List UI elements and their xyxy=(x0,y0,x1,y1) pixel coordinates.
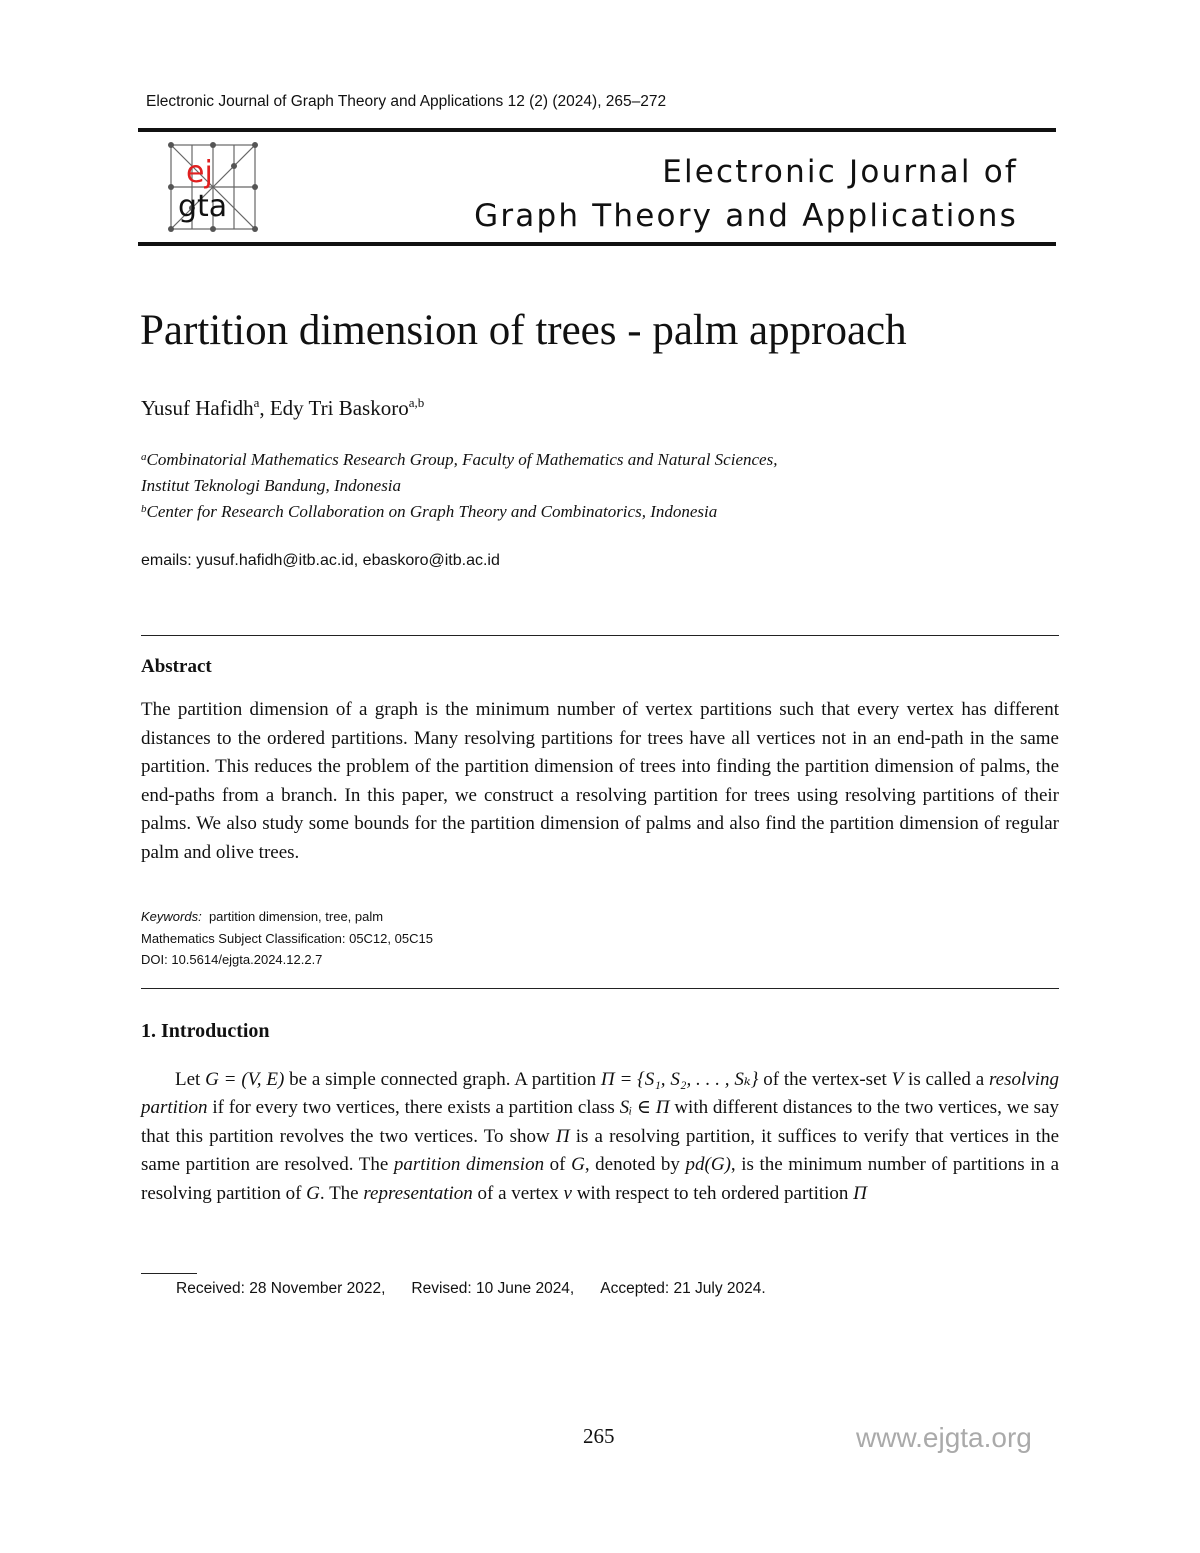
revised-date: Revised: 10 June 2024, xyxy=(411,1280,575,1297)
keywords-label: Keywords: xyxy=(141,909,202,924)
abstract-heading: Abstract xyxy=(141,656,212,677)
msc-line: Mathematics Subject Classification: 05C12, 05C15 xyxy=(141,931,433,946)
author-name: Yusuf Hafidh xyxy=(141,396,254,420)
keywords-value: partition dimension, tree, palm xyxy=(208,909,384,924)
affiliation-mark: a xyxy=(141,451,147,463)
header-top-rule xyxy=(138,128,1056,132)
affiliation-a: $^a$Combinatorial Mathematics Research Group, Faculty of Mathematics and Natural Sciences, xyxy=(141,450,778,469)
journal-name-line1: Electronic Journal of xyxy=(662,154,1018,190)
received-date: Received: 28 November 2022, xyxy=(176,1280,386,1297)
affiliation-b: $^b$Center for Research Collaboration on Graph Theory and Combinatorics, Indonesia xyxy=(141,502,718,521)
section-heading: 1. Introduction xyxy=(141,1020,270,1042)
affiliation-mark: b xyxy=(141,503,147,515)
running-header: Electronic Journal of Graph Theory and Applications 12 (2) (2024), 265–272 xyxy=(146,93,667,110)
paper-title: Partition dimension of trees - palm approach xyxy=(140,307,907,354)
author-name: Edy Tri Baskoro xyxy=(269,396,409,420)
journal-name-line2: Graph Theory and Applications xyxy=(474,198,1018,234)
affiliation-mark: a,b xyxy=(408,395,425,410)
author-separator: , xyxy=(259,396,270,420)
introduction-paragraph: Let G = (V, E) be a simple connected graph. A partition Π = {S₁, S₂, . . . , Sₖ} of the vertex-set V is called a resolving partition if for every two vertices, there exists a partition class Sᵢ ∈ Π with different distances to the two vertices, we say that this partition revolves the two vertices. To show Π is a resolving partition, it suffices to verify that vertices in the same partition are resolved. The partition dimension of G, denoted by pd(G), is the minimum number of partitions in a resolving partition of G. The representation of a vertex v with respect to teh ordered partition Π xyxy=(141,1069,1060,1204)
accepted-date: Accepted: 21 July 2024. xyxy=(600,1280,766,1297)
journal-website: www.ejgta.org xyxy=(856,1422,1032,1453)
affiliation-mark: a xyxy=(253,395,260,410)
abstract-top-rule xyxy=(141,635,1059,636)
page-number: 265 xyxy=(583,1424,615,1448)
header-bottom-rule xyxy=(138,242,1056,246)
journal-logo xyxy=(168,142,258,232)
abstract-text: The partition dimension of a graph is the minimum number of vertex partitions such that every vertex has different distances to the ordered partitions. Many resolving partitions for trees have all vertices not in an end-path in the same partition. This reduces the problem of the partition dimension of trees into finding the partition dimension of palms, the end-paths from a branch. In this paper, we construct a resolving partition for trees using resolving partitions of their palms. We also study some bounds for the partition dimension of palms and also find the partition dimension of regular palm and olive trees. xyxy=(141,699,1059,863)
keywords-line xyxy=(141,909,383,924)
affiliation-a-line2: Institut Teknologi Bandung, Indonesia xyxy=(141,476,402,495)
received-dates xyxy=(176,1280,792,1298)
author-emails: emails: yusuf.hafidh@itb.ac.id, ebaskoro@itb.ac.id xyxy=(141,552,500,569)
doi-line: DOI: 10.5614/ejgta.2024.12.2.7 xyxy=(141,952,323,967)
author-list xyxy=(141,395,424,421)
footnote-rule xyxy=(141,1273,197,1274)
logo-text-top: ej xyxy=(186,155,213,190)
journal-name xyxy=(474,150,1018,238)
abstract-bottom-rule xyxy=(141,988,1059,989)
logo-text-bottom: gta xyxy=(178,189,228,224)
